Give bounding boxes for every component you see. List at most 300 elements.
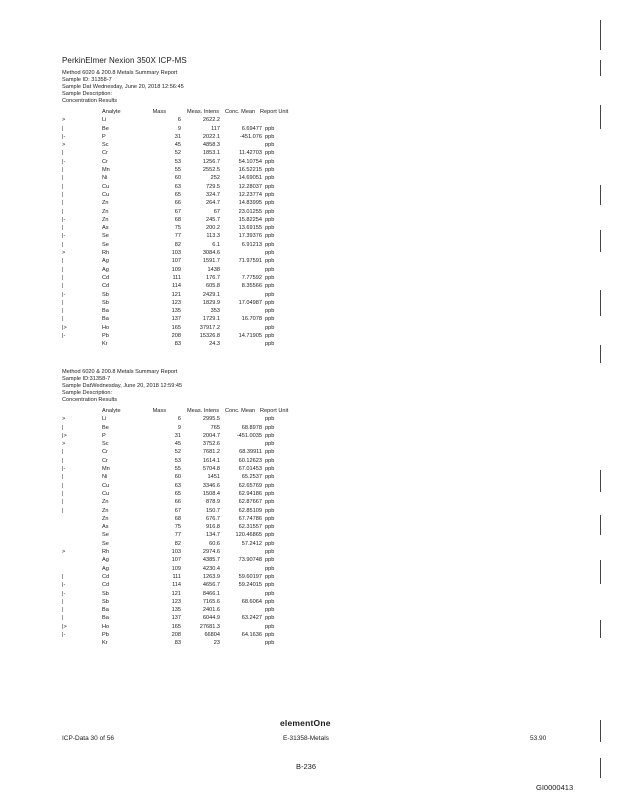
analyte-cell: Ba <box>102 607 109 614</box>
analyte-cell: Sb <box>102 590 109 597</box>
results-table-1 <box>62 108 362 349</box>
row-flag: |> <box>62 623 67 630</box>
intensity-cell: 1591.7 <box>202 258 220 265</box>
table-row <box>62 232 362 240</box>
intensity-cell: 6044.9 <box>202 615 220 622</box>
mass-cell: 63 <box>174 183 181 190</box>
row-flag: | <box>62 424 64 431</box>
column-header-analyte: Analyte <box>102 408 121 414</box>
margin-scan-marks <box>596 0 618 800</box>
column-header-intensity: Meas. Intens <box>187 109 220 115</box>
mass-cell: 63 <box>174 482 181 489</box>
conc-mean-cell: 16.7078 <box>241 316 262 323</box>
row-flag: | <box>62 266 64 273</box>
mass-cell: 137 <box>171 316 181 323</box>
row-flag: | <box>62 474 64 481</box>
row-flag: | <box>62 150 64 157</box>
row-flag: | <box>62 457 64 464</box>
table-row <box>62 540 362 548</box>
unit-cell: ppb <box>265 308 275 315</box>
table-row <box>62 133 362 141</box>
row-flag: | <box>62 598 64 605</box>
mass-cell: 68 <box>174 515 181 522</box>
intensity-cell: 66804 <box>204 632 220 639</box>
conc-mean-cell: 73.90748 <box>238 557 262 564</box>
column-header-mass: Mass <box>152 109 166 115</box>
conc-mean-cell: 67.01453 <box>238 466 262 473</box>
conc-mean-cell: 59.60197 <box>238 573 262 580</box>
row-flag: | <box>62 449 64 456</box>
unit-cell: ppb <box>265 457 275 464</box>
report-title: PerkinElmer Nexion 350X ICP-MS <box>62 56 187 65</box>
row-flag: | <box>62 283 64 290</box>
intensity-cell: 2995.5 <box>202 416 220 423</box>
mass-cell: 67 <box>174 507 181 514</box>
intensity-cell: 134.7 <box>206 532 220 539</box>
conc-mean-cell: 68.6064 <box>241 598 262 605</box>
analyte-cell: Pb <box>102 333 109 340</box>
table-row <box>62 482 362 490</box>
table-row <box>62 216 362 224</box>
row-flag: |> <box>62 432 67 439</box>
row-flag: | <box>62 482 64 489</box>
mass-cell: 121 <box>171 590 181 597</box>
intensity-cell: 27681.3 <box>199 623 220 630</box>
analyte-cell: Cr <box>102 158 108 165</box>
bates-number: GI0000413 <box>536 783 574 792</box>
table-row <box>62 241 362 249</box>
sample-id-line: Sample ID: 31358-7 <box>62 77 112 83</box>
row-flag: |- <box>62 158 66 165</box>
section-2-header <box>62 369 182 404</box>
row-flag: | <box>62 299 64 306</box>
mass-cell: 6 <box>177 416 181 423</box>
unit-cell: ppb <box>265 540 275 547</box>
analyte-cell: Li <box>102 117 107 124</box>
conc-mean-cell: -451.076 <box>239 133 262 140</box>
table-row <box>62 158 362 166</box>
column-header-row <box>62 108 362 116</box>
table-row <box>62 590 362 598</box>
unit-cell: ppb <box>265 532 275 539</box>
table-row <box>62 606 362 614</box>
unit-cell: ppb <box>265 158 275 165</box>
intensity-cell: 6.1 <box>212 241 220 248</box>
mass-cell: 52 <box>174 150 181 157</box>
intensity-cell: 150.7 <box>206 507 220 514</box>
analyte-cell: Cu <box>102 191 110 198</box>
analyte-cell: Sc <box>102 142 109 149</box>
mass-cell: 109 <box>171 266 181 273</box>
table-row <box>62 424 362 432</box>
row-flag: |- <box>62 466 66 473</box>
intensity-cell: 4656.7 <box>202 582 220 589</box>
table-row <box>62 166 362 174</box>
table-row <box>62 515 362 523</box>
intensity-cell: 200.2 <box>206 225 220 232</box>
table-row <box>62 291 362 299</box>
concentration-results-line: Concentration Results <box>62 397 118 403</box>
unit-cell: ppb <box>265 598 275 605</box>
table-row <box>62 199 362 207</box>
row-flag: |- <box>62 133 66 140</box>
mass-cell: 82 <box>174 241 181 248</box>
conc-mean-cell: 16.52215 <box>238 167 262 174</box>
column-header-unit: Report Unit <box>260 109 289 115</box>
conc-mean-cell: 8.35566 <box>241 283 262 290</box>
mass-cell: 135 <box>171 308 181 315</box>
row-flag: > <box>62 142 66 149</box>
table-row <box>62 623 362 631</box>
row-flag: | <box>62 200 64 207</box>
analyte-cell: Cd <box>102 283 110 290</box>
unit-cell: ppb <box>265 482 275 489</box>
mass-cell: 31 <box>174 432 181 439</box>
table-row <box>62 141 362 149</box>
row-flag: > <box>62 250 66 257</box>
analyte-cell: Zn <box>102 208 109 215</box>
mass-cell: 83 <box>174 640 181 647</box>
brand-name: elementOne <box>280 718 331 728</box>
mass-cell: 165 <box>171 623 181 630</box>
mass-cell: 137 <box>171 615 181 622</box>
conc-mean-cell: 57.2412 <box>241 540 262 547</box>
unit-cell: ppb <box>265 274 275 281</box>
unit-cell: ppb <box>265 573 275 580</box>
unit-cell: ppb <box>265 449 275 456</box>
unit-cell: ppb <box>265 216 275 223</box>
mass-cell: 82 <box>174 540 181 547</box>
table-row <box>62 274 362 282</box>
intensity-cell: 1256.7 <box>202 158 220 165</box>
analyte-cell: Zn <box>102 216 109 223</box>
mass-cell: 6 <box>177 117 181 124</box>
unit-cell: ppb <box>265 416 275 423</box>
analyte-cell: Ni <box>102 175 108 182</box>
unit-cell: ppb <box>265 250 275 257</box>
analyte-cell: Sb <box>102 291 109 298</box>
conc-mean-cell: 13.69155 <box>238 225 262 232</box>
unit-cell: ppb <box>265 208 275 215</box>
analyte-cell: Rh <box>102 549 110 556</box>
unit-cell: ppb <box>265 125 275 132</box>
mass-cell: 45 <box>174 142 181 149</box>
mass-cell: 75 <box>174 524 181 531</box>
unit-cell: ppb <box>265 225 275 232</box>
concentration-results-line: Concentration Results <box>62 98 118 104</box>
row-flag: |- <box>62 632 66 639</box>
intensity-cell: 1729.1 <box>202 316 220 323</box>
intensity-cell: 3752.6 <box>202 441 220 448</box>
intensity-cell: 324.7 <box>206 191 220 198</box>
unit-cell: ppb <box>265 432 275 439</box>
row-flag: |- <box>62 333 66 340</box>
intensity-cell: 4385.7 <box>202 557 220 564</box>
unit-cell: ppb <box>265 283 275 290</box>
unit-cell: ppb <box>265 233 275 240</box>
unit-cell: ppb <box>265 615 275 622</box>
intensity-cell: 264.7 <box>206 200 220 207</box>
intensity-cell: 176.7 <box>206 274 220 281</box>
conc-mean-cell: 65.2537 <box>241 474 262 481</box>
row-flag: | <box>62 274 64 281</box>
unit-cell: ppb <box>265 142 275 149</box>
analyte-cell: P <box>102 432 106 439</box>
footer-right: 53.90 <box>530 735 547 742</box>
analyte-cell: Zn <box>102 499 109 506</box>
table-row <box>62 507 362 515</box>
conc-mean-cell: 7.77592 <box>241 274 262 281</box>
column-header-row <box>62 407 362 415</box>
table-row <box>62 548 362 556</box>
mass-cell: 208 <box>171 632 181 639</box>
conc-mean-cell: 71.97591 <box>238 258 262 265</box>
table-row <box>62 598 362 606</box>
analyte-cell: As <box>102 524 109 531</box>
unit-cell: ppb <box>265 565 275 572</box>
analyte-cell: Ag <box>102 266 109 273</box>
mass-cell: 68 <box>174 216 181 223</box>
table-row <box>62 523 362 531</box>
table-row <box>62 473 362 481</box>
row-flag: |- <box>62 582 66 589</box>
conc-mean-cell: 11.42703 <box>239 150 262 157</box>
analyte-cell: Zn <box>102 507 109 514</box>
table-row <box>62 639 362 647</box>
intensity-cell: 676.7 <box>206 515 220 522</box>
table-row <box>62 257 362 265</box>
table-row <box>62 565 362 573</box>
analyte-cell: As <box>102 225 109 232</box>
intensity-cell: 3346.6 <box>202 482 220 489</box>
mass-cell: 45 <box>174 441 181 448</box>
conc-mean-cell: -451.0035 <box>236 432 262 439</box>
unit-cell: ppb <box>265 499 275 506</box>
conc-mean-cell: 6.91213 <box>241 241 262 248</box>
unit-cell: ppb <box>265 557 275 564</box>
conc-mean-cell: 60.12623 <box>238 457 262 464</box>
unit-cell: ppb <box>265 266 275 273</box>
mass-cell: 103 <box>171 250 181 257</box>
row-flag: |- <box>62 291 66 298</box>
analyte-cell: Ba <box>102 615 109 622</box>
conc-mean-cell: 14.71905 <box>238 333 262 340</box>
row-flag: | <box>62 125 64 132</box>
unit-cell: ppb <box>265 150 275 157</box>
unit-cell: ppb <box>265 324 275 331</box>
analyte-cell: Ba <box>102 308 109 315</box>
analyte-cell: Ho <box>102 324 110 331</box>
analyte-cell: Mn <box>102 466 110 473</box>
mass-cell: 114 <box>172 582 181 589</box>
conc-mean-cell: 14.83995 <box>238 200 262 207</box>
intensity-cell: 1508.4 <box>202 490 220 497</box>
table-row <box>62 531 362 539</box>
analyte-cell: Se <box>102 540 109 547</box>
unit-cell: ppb <box>265 582 275 589</box>
conc-mean-cell: 68.8978 <box>241 424 262 431</box>
intensity-cell: 24.3 <box>209 341 220 348</box>
intensity-cell: 37917.2 <box>199 324 220 331</box>
table-row <box>62 457 362 465</box>
intensity-cell: 729.5 <box>206 183 220 190</box>
section-1-header <box>62 70 184 105</box>
row-flag: | <box>62 499 64 506</box>
intensity-cell: 878.9 <box>206 499 220 506</box>
analyte-cell: Zn <box>102 200 109 207</box>
intensity-cell: 2429.1 <box>202 291 220 298</box>
intensity-cell: 2622.2 <box>202 117 220 124</box>
analyte-cell: Cd <box>102 582 110 589</box>
analyte-cell: Cu <box>102 490 110 497</box>
intensity-cell: 15326.8 <box>199 333 220 340</box>
intensity-cell: 67 <box>213 208 220 215</box>
mass-cell: 135 <box>171 607 181 614</box>
page-number: B-236 <box>296 762 317 771</box>
table-row <box>62 614 362 622</box>
conc-mean-cell: 67.74786 <box>238 515 262 522</box>
table-row <box>62 299 362 307</box>
table-row <box>62 324 362 332</box>
analyte-cell: Cr <box>102 449 108 456</box>
intensity-cell: 916.8 <box>206 524 220 531</box>
column-header-analyte: Analyte <box>102 109 121 115</box>
footer-center: E-31358-Metals <box>283 735 329 742</box>
unit-cell: ppb <box>265 316 275 323</box>
intensity-cell: 245.7 <box>206 216 220 223</box>
intensity-cell: 3084.6 <box>202 250 220 257</box>
conc-mean-cell: 62.65769 <box>238 482 262 489</box>
row-flag: | <box>62 308 64 315</box>
conc-mean-cell: 15.82254 <box>238 216 262 223</box>
conc-mean-cell: 23.01255 <box>238 208 262 215</box>
conc-mean-cell: 62.87667 <box>238 499 262 506</box>
mass-cell: 31 <box>174 133 181 140</box>
analyte-cell: Ho <box>102 623 110 630</box>
intensity-cell: 4230.4 <box>202 565 220 572</box>
table-row <box>62 440 362 448</box>
intensity-cell: 2401.6 <box>202 607 220 614</box>
row-flag: | <box>62 316 64 323</box>
unit-cell: ppb <box>265 515 275 522</box>
row-flag: | <box>62 607 64 614</box>
table-row <box>62 249 362 257</box>
conc-mean-cell: 54.10754 <box>238 158 262 165</box>
table-row <box>62 191 362 199</box>
intensity-cell: 2004.7 <box>202 432 220 439</box>
analyte-cell: Cu <box>102 183 110 190</box>
sample-description-line: Sample Description: <box>62 91 113 97</box>
row-flag: |- <box>62 216 66 223</box>
conc-mean-cell: 17.04987 <box>238 299 262 306</box>
conc-mean-cell: 12.28037 <box>238 183 262 190</box>
analyte-cell: Cr <box>102 457 108 464</box>
row-flag: |- <box>62 590 66 597</box>
intensity-cell: 1853.1 <box>202 150 220 157</box>
mass-cell: 109 <box>171 565 181 572</box>
intensity-cell: 1263.9 <box>202 573 220 580</box>
row-flag: | <box>62 175 64 182</box>
results-table-2 <box>62 407 362 648</box>
table-row <box>62 581 362 589</box>
analyte-cell: Sb <box>102 299 109 306</box>
analyte-cell: Cr <box>102 150 108 157</box>
unit-cell: ppb <box>265 424 275 431</box>
intensity-cell: 7681.2 <box>202 449 220 456</box>
unit-cell: ppb <box>265 640 275 647</box>
table-row <box>62 498 362 506</box>
row-flag: | <box>62 191 64 198</box>
conc-mean-cell: 14.69051 <box>238 175 262 182</box>
analyte-cell: Ni <box>102 474 108 481</box>
intensity-cell: 4858.3 <box>202 142 220 149</box>
row-flag: | <box>62 258 64 265</box>
mass-cell: 123 <box>171 299 181 306</box>
analyte-cell: Cd <box>102 573 110 580</box>
unit-cell: ppb <box>265 441 275 448</box>
row-flag: | <box>62 573 64 580</box>
mass-cell: 208 <box>171 333 181 340</box>
row-flag: | <box>62 208 64 215</box>
table-row <box>62 174 362 182</box>
analyte-cell: Li <box>102 416 107 423</box>
row-flag: | <box>62 183 64 190</box>
table-row <box>62 208 362 216</box>
conc-mean-cell: 120.46865 <box>235 532 262 539</box>
intensity-cell: 1614.1 <box>202 457 220 464</box>
mass-cell: 55 <box>174 466 181 473</box>
mass-cell: 60 <box>174 175 181 182</box>
table-row <box>62 556 362 564</box>
intensity-cell: 2552.5 <box>202 167 220 174</box>
table-row <box>62 307 362 315</box>
footer-left: ICP-Data 30 of 56 <box>62 735 115 742</box>
mass-cell: 53 <box>174 457 181 464</box>
conc-mean-cell: 62.85109 <box>238 507 262 514</box>
unit-cell: ppb <box>265 258 275 265</box>
table-row <box>62 465 362 473</box>
intensity-cell: 2022.1 <box>202 133 220 140</box>
unit-cell: ppb <box>265 507 275 514</box>
conc-mean-cell: 62.94186 <box>238 490 262 497</box>
table-row <box>62 415 362 423</box>
mass-cell: 103 <box>171 549 181 556</box>
row-flag: |- <box>62 233 66 240</box>
table-row <box>62 183 362 191</box>
table-row <box>62 116 362 124</box>
mass-cell: 83 <box>174 341 181 348</box>
intensity-cell: 353 <box>210 308 220 315</box>
unit-cell: ppb <box>265 607 275 614</box>
analyte-cell: Zn <box>102 515 109 522</box>
row-flag: | <box>62 507 64 514</box>
analyte-cell: Ag <box>102 258 109 265</box>
method-line: Method 6020 & 200.8 Metals Summary Report <box>62 70 178 76</box>
row-flag: | <box>62 490 64 497</box>
intensity-cell: 23 <box>213 640 220 647</box>
mass-cell: 65 <box>174 191 181 198</box>
unit-cell: ppb <box>265 175 275 182</box>
unit-cell: ppb <box>265 490 275 497</box>
analyte-cell: Se <box>102 241 109 248</box>
table-row <box>62 448 362 456</box>
mass-cell: 53 <box>174 158 181 165</box>
table-row <box>62 573 362 581</box>
table-row <box>62 332 362 340</box>
table-row <box>62 282 362 290</box>
unit-cell: ppb <box>265 632 275 639</box>
row-flag: |> <box>62 324 67 331</box>
